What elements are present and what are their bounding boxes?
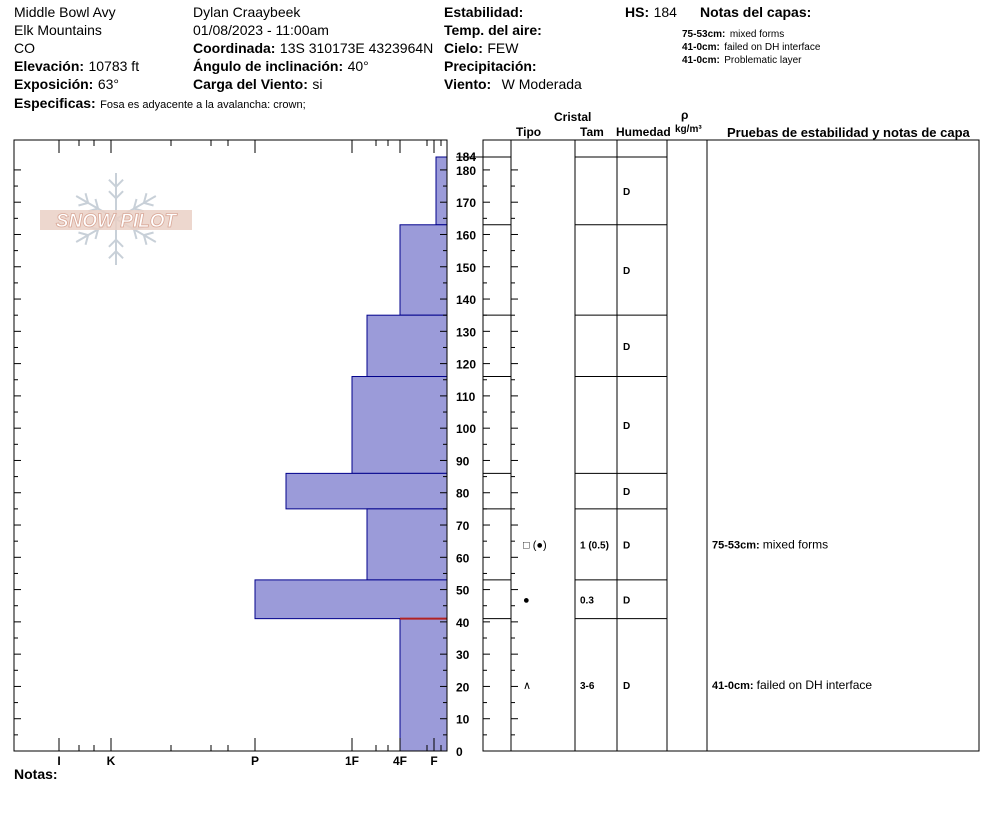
test-note-text: failed on DH interface [756, 677, 873, 692]
crystal-size: 0.3 [580, 595, 594, 607]
height-tick-label: 80 [456, 486, 470, 501]
hardness-bar [367, 509, 447, 580]
hardness-bar [436, 157, 447, 225]
elevation-label: Elevación: [14, 58, 85, 74]
test-note-text: mixed forms [762, 537, 829, 552]
hs-label: HS: [625, 4, 650, 20]
moisture-value: D [623, 595, 631, 607]
x-tick-label: 4F [392, 754, 408, 768]
hardness-bar [286, 473, 447, 509]
mountain-range: Elk Mountains [14, 22, 102, 38]
x-tick-label: F [430, 754, 438, 768]
crystal-size: 3-6 [580, 680, 595, 692]
layer-note-range: 41-0cm: [682, 55, 720, 66]
type-header: Tipo [516, 125, 542, 139]
x-tick-label: P [250, 754, 260, 768]
crystal-table-frame [483, 140, 979, 751]
coordinate-label: Coordinada: [193, 40, 276, 56]
height-tick-label: 20 [456, 680, 470, 695]
sky-value: FEW [487, 40, 519, 56]
moisture-value: D [623, 186, 631, 198]
moisture-value: D [623, 680, 631, 692]
moisture-header: Humedad [616, 125, 671, 139]
height-tick-label: 0 [456, 745, 463, 759]
state: CO [14, 40, 35, 56]
sky-label: Cielo: [444, 40, 483, 56]
layer-note-range: 75-53cm: [682, 29, 726, 40]
crystal-size: 1 (0.5) [580, 540, 609, 552]
height-tick-label: 184 [456, 150, 477, 164]
height-tick-label: 130 [456, 325, 477, 340]
height-tick-label: 30 [456, 648, 470, 663]
hs-value: 184 [653, 4, 677, 20]
height-tick-label: 50 [456, 583, 470, 598]
wind-value: W Moderada [501, 76, 582, 92]
stability-label: Estabilidad: [444, 4, 524, 20]
test-note [712, 537, 828, 551]
height-tick-label: 100 [456, 422, 477, 437]
test-note-range: 41-0cm: [712, 679, 757, 692]
hardness-bar [352, 377, 447, 474]
layer-note-text: mixed forms [729, 29, 785, 40]
height-tick-label: 180 [456, 163, 477, 178]
moisture-value: D [623, 420, 631, 432]
crystal-header: Cristal [554, 110, 592, 124]
layer-note-range: 41-0cm: [682, 42, 720, 53]
slope-label: Ángulo de inclinación: [193, 58, 344, 74]
height-tick-label: 10 [456, 712, 470, 727]
x-tick-label: K [106, 754, 116, 768]
moisture-value: D [623, 265, 631, 277]
wind-label: Viento: [444, 76, 492, 92]
coordinate-value: 13S 310173E 4323964N [279, 40, 434, 56]
crystal-type: □ (●) [523, 539, 547, 552]
snowpilot-logo [40, 173, 192, 265]
moisture-value: D [623, 487, 631, 499]
hardness-bar [400, 619, 447, 751]
stability-tests-header: Pruebas de estabilidad y notas de capa [727, 125, 970, 140]
specifics-label: Especificas: [14, 95, 96, 111]
hardness-bar [367, 315, 447, 376]
logo-text: SNOW PILOT [55, 211, 177, 232]
observer-name: Dylan Craaybeek [193, 4, 301, 20]
test-note-range: 75-53cm: [712, 539, 763, 552]
aspect-label: Exposición: [14, 76, 94, 92]
specifics-value: Fosa es adyacente a la avalancha: crown; [100, 99, 306, 111]
aspect-value: 63° [97, 76, 119, 92]
x-tick-label: I [57, 754, 61, 768]
layer-note-text: failed on DH interface [724, 42, 821, 53]
density-symbol: ρ [681, 108, 689, 122]
height-tick-label: 40 [456, 615, 470, 630]
location-name: Middle Bowl Avy [14, 4, 116, 20]
slope-value: 40° [347, 58, 369, 74]
wind-load-value: si [312, 76, 323, 92]
height-tick-label: 170 [456, 196, 477, 211]
test-note [712, 678, 872, 692]
x-tick-label: 1F [344, 754, 360, 768]
height-tick-label: 110 [456, 389, 476, 404]
hardness-bar [255, 580, 447, 619]
moisture-value: D [623, 341, 631, 353]
height-tick-label: 160 [456, 228, 477, 243]
crystal-type: ● [523, 594, 530, 607]
wind-load-label: Carga del Viento: [193, 76, 308, 92]
size-header: Tam [580, 125, 604, 139]
density-unit: kg/m³ [675, 124, 702, 135]
crystal-type: ∧ [523, 679, 532, 692]
height-tick-label: 90 [456, 454, 470, 469]
observation-datetime: 01/08/2023 - 11:00am [193, 22, 329, 38]
layer-notes-title: Notas del capas: [700, 4, 812, 20]
layer-note-text: Problematic layer [724, 55, 802, 66]
height-tick-label: 150 [456, 260, 477, 275]
moisture-value: D [623, 540, 631, 552]
height-tick-label: 120 [456, 357, 477, 372]
height-tick-label: 70 [456, 519, 470, 534]
notes-label: Notas: [14, 766, 58, 782]
height-tick-label: 140 [456, 293, 477, 308]
precipitation-label: Precipitación: [444, 58, 537, 74]
air-temp-label: Temp. del aire: [444, 22, 542, 38]
hardness-bar [400, 225, 447, 315]
height-tick-label: 60 [456, 551, 470, 566]
elevation-value: 10783 ft [88, 58, 140, 74]
